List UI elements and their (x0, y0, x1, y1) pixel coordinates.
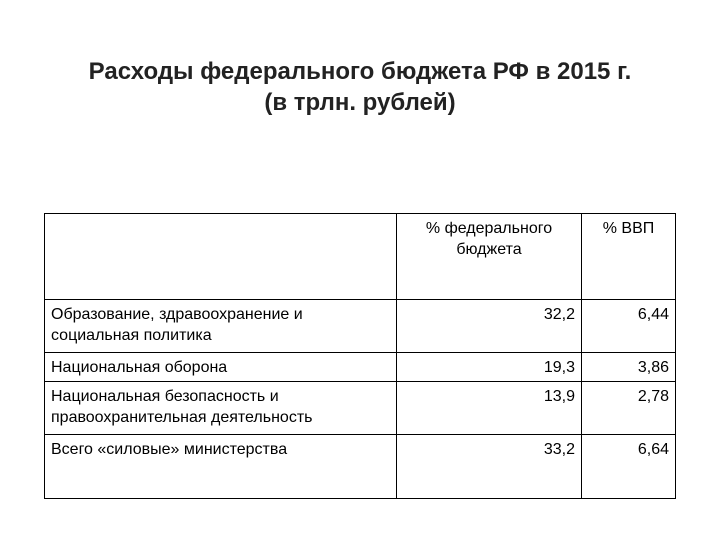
table-header-row (45, 214, 676, 300)
row-budget-pct: 19,3 (397, 353, 582, 382)
header-cell-empty (45, 214, 397, 300)
row-label: Национальная оборона (45, 353, 397, 382)
table-row (45, 382, 676, 435)
title-line-1: Расходы федерального бюджета РФ в 2015 г. (88, 58, 632, 85)
budget-table (44, 213, 676, 499)
row-label: Национальная безопасность и правоохранительная деятельность (45, 382, 397, 435)
slide-title (0, 56, 720, 118)
table-row (45, 353, 676, 382)
header-cell-gdp-pct: % ВВП (582, 214, 676, 300)
row-gdp-pct: 6,44 (582, 300, 676, 353)
header-cell-budget-pct: % федерального бюджета (397, 214, 582, 300)
row-label: Всего «силовые» министерства (45, 435, 397, 499)
row-gdp-pct: 3,86 (582, 353, 676, 382)
row-budget-pct: 33,2 (397, 435, 582, 499)
row-gdp-pct: 2,78 (582, 382, 676, 435)
row-budget-pct: 13,9 (397, 382, 582, 435)
title-line-2: (в трлн. рублей) (264, 89, 456, 116)
row-label: Образование, здравоохранение и социальная политика (45, 300, 397, 353)
row-gdp-pct: 6,64 (582, 435, 676, 499)
table-row (45, 435, 676, 499)
row-budget-pct: 32,2 (397, 300, 582, 353)
table-row (45, 300, 676, 353)
